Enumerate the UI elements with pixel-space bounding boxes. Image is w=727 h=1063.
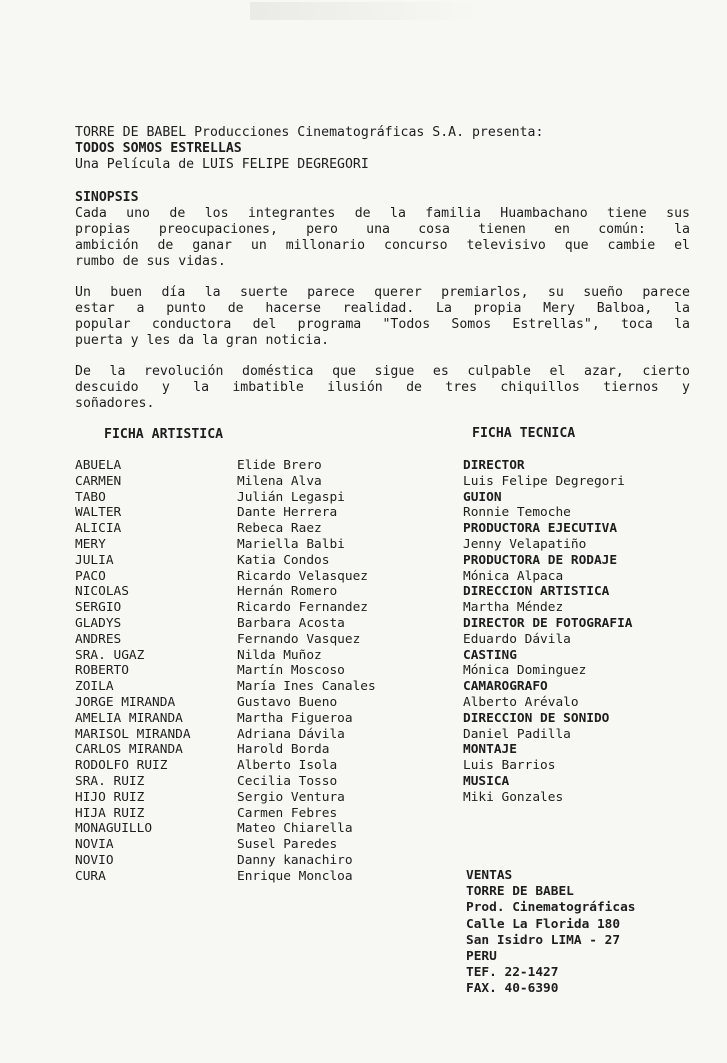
crew-name: Mónica Dominguez (463, 663, 587, 679)
actor-name: Martha Figueroa (237, 710, 353, 726)
synopsis-line: Cada uno de los integrantes de la familia Huambachano tiene sus (75, 206, 690, 221)
presenter-line: TORRE DE BABEL Producciones Cinematográficas S.A. presenta: (75, 125, 544, 140)
actor-name: Fernando Vasquez (237, 631, 361, 647)
actor-name: Dante Herrera (237, 505, 338, 521)
synopsis-paragraph-1 (75, 206, 690, 270)
character-name: SRA. UGAZ (75, 647, 145, 663)
actor-name: Katia Condos (237, 552, 330, 568)
actor-name: Milena Alva (237, 473, 322, 489)
film-title: TODOS SOMOS ESTRELLAS (75, 141, 242, 156)
synopsis-paragraph-2 (75, 285, 690, 349)
character-name: JULIA (75, 552, 114, 568)
character-name: CURA (75, 868, 106, 884)
synopsis-line: estar a punto de hacerse realidad. La propia Mery Balboa, la (75, 301, 690, 316)
character-name: CARMEN (75, 473, 122, 489)
crew-name: Daniel Padilla (463, 726, 571, 742)
synopsis-line: popular conductora del programa "Todos Somos Estrellas", toca la (75, 317, 690, 332)
synopsis-paragraph-3 (75, 364, 690, 412)
actor-name: Mateo Chiarella (237, 821, 353, 837)
character-name: PACO (75, 568, 106, 584)
actor-name: Julián Legaspi (237, 489, 345, 505)
crew-role: GUION (463, 489, 502, 505)
crew-role: DIRECCION ARTISTICA (463, 584, 610, 600)
actor-name: Harold Borda (237, 742, 330, 758)
actor-name: Danny kanachiro (237, 852, 353, 868)
character-name: NOVIO (75, 852, 114, 868)
synopsis-line: ambición de ganar un millonario concurso televisivo que cambie el (75, 238, 690, 253)
synopsis-line: Un buen día la suerte parece querer premiarlos, su sueño parece (75, 285, 690, 300)
character-name: ABUELA (75, 458, 122, 473)
synopsis-line: puerta y les da la gran noticia. (75, 333, 330, 348)
crew-name: Mónica Alpaca (463, 568, 564, 584)
actor-name: Barbara Acosta (237, 615, 345, 631)
synopsis-line: De la revolución doméstica que sigue es culpable el azar, cierto (75, 364, 690, 379)
character-name: RODOLFO RUIZ (75, 758, 168, 774)
synopsis-heading: SINOPSIS (75, 190, 139, 205)
sales-contact-block (466, 868, 636, 998)
actor-name: Ricardo Velasquez (237, 568, 368, 584)
crew-role: MUSICA (463, 773, 510, 789)
actor-name: Gustavo Bueno (237, 694, 338, 710)
ficha-tecnica-heading: FICHA TECNICA (472, 426, 576, 441)
character-name: HIJO RUIZ (75, 789, 145, 805)
director-credit-line: Una Película de LUIS FELIPE DEGREGORI (75, 157, 369, 172)
character-name: SERGIO (75, 600, 122, 616)
synopsis-line: propias preocupaciones, pero una cosa tienen en común: la (75, 222, 690, 237)
crew-name: Martha Méndez (463, 600, 564, 616)
actor-name: Carmen Febres (237, 805, 338, 821)
actor-name: Nilda Muñoz (237, 647, 322, 663)
character-name: ROBERTO (75, 663, 129, 679)
crew-name: Ronnie Temoche (463, 505, 571, 521)
crew-name: Luis Barrios (463, 758, 556, 774)
crew-role: CASTING (463, 647, 517, 663)
actor-name: María Ines Canales (237, 679, 376, 695)
character-name: ALICIA (75, 521, 122, 537)
crew-name: Jenny Velapatiño (463, 536, 587, 552)
sales-line: PERU (466, 948, 497, 964)
sales-line: Calle La Florida 180 (466, 916, 621, 932)
actor-name: Ricardo Fernandez (237, 600, 368, 616)
crew-name: Eduardo Dávila (463, 631, 571, 647)
actor-name: Alberto Isola (237, 758, 338, 774)
character-name: MARISOL MIRANDA (75, 726, 191, 742)
crew-name: Miki Gonzales (463, 789, 564, 805)
actor-name: Enrique Moncloa (237, 868, 353, 884)
synopsis-line: rumbo de sus vidas. (75, 254, 226, 269)
character-name: MERY (75, 536, 106, 552)
ficha-artistica-heading: FICHA ARTISTICA (104, 427, 224, 442)
character-name: TABO (75, 489, 106, 505)
crew-name: Alberto Arévalo (463, 694, 579, 710)
actor-name: Cecilia Tosso (237, 773, 338, 789)
character-name: GLADYS (75, 615, 122, 631)
crew-role: DIRECCION DE SONIDO (463, 710, 610, 726)
crew-role: DIRECTOR (463, 458, 525, 473)
synopsis-line: descuido y la imbatible ilusión de tres chiquillos tiernos y (75, 380, 690, 395)
character-name: AMELIA MIRANDA (75, 710, 183, 726)
sales-line: San Isidro LIMA - 27 (466, 932, 621, 948)
character-name: MONAGUILLO (75, 821, 153, 837)
character-name: NOVIA (75, 837, 114, 853)
actor-name: Mariella Balbi (237, 536, 345, 552)
crew-role: CAMAROGRAFO (463, 679, 548, 695)
actor-name: Elide Brero (237, 458, 322, 473)
character-name: JORGE MIRANDA (75, 694, 176, 710)
crew-list (463, 458, 633, 806)
crew-role: PRODUCTORA DE RODAJE (463, 552, 618, 568)
crew-role: PRODUCTORA EJECUTIVA (463, 521, 618, 537)
crew-role: DIRECTOR DE FOTOGRAFIA (463, 615, 633, 631)
actor-name: Adriana Dávila (237, 726, 345, 742)
sales-line: TEF. 22-1427 (466, 965, 559, 981)
character-name: SRA. RUIZ (75, 773, 145, 789)
sales-line: Prod. Cinematográficas (466, 900, 636, 916)
sales-line: FAX. 40-6390 (466, 981, 559, 997)
faint-bleedthrough (250, 2, 480, 20)
character-name: ANDRES (75, 631, 122, 647)
sales-line: VENTAS (466, 868, 513, 883)
character-name: CARLOS MIRANDA (75, 742, 183, 758)
crew-role: MONTAJE (463, 742, 517, 758)
actor-name: Sergio Ventura (237, 789, 345, 805)
character-name: HIJA RUIZ (75, 805, 145, 821)
crew-name: Luis Felipe Degregori (463, 473, 625, 489)
sales-line: TORRE DE BABEL (466, 884, 574, 900)
character-name: WALTER (75, 505, 122, 521)
synopsis-line: soñadores. (75, 396, 155, 411)
character-name: NICOLAS (75, 584, 129, 600)
actor-name: Hernán Romero (237, 584, 338, 600)
actor-name: Rebeca Raez (237, 521, 322, 537)
character-name: ZOILA (75, 679, 114, 695)
actor-name: Martín Moscoso (237, 663, 345, 679)
actor-name: Susel Paredes (237, 837, 338, 853)
